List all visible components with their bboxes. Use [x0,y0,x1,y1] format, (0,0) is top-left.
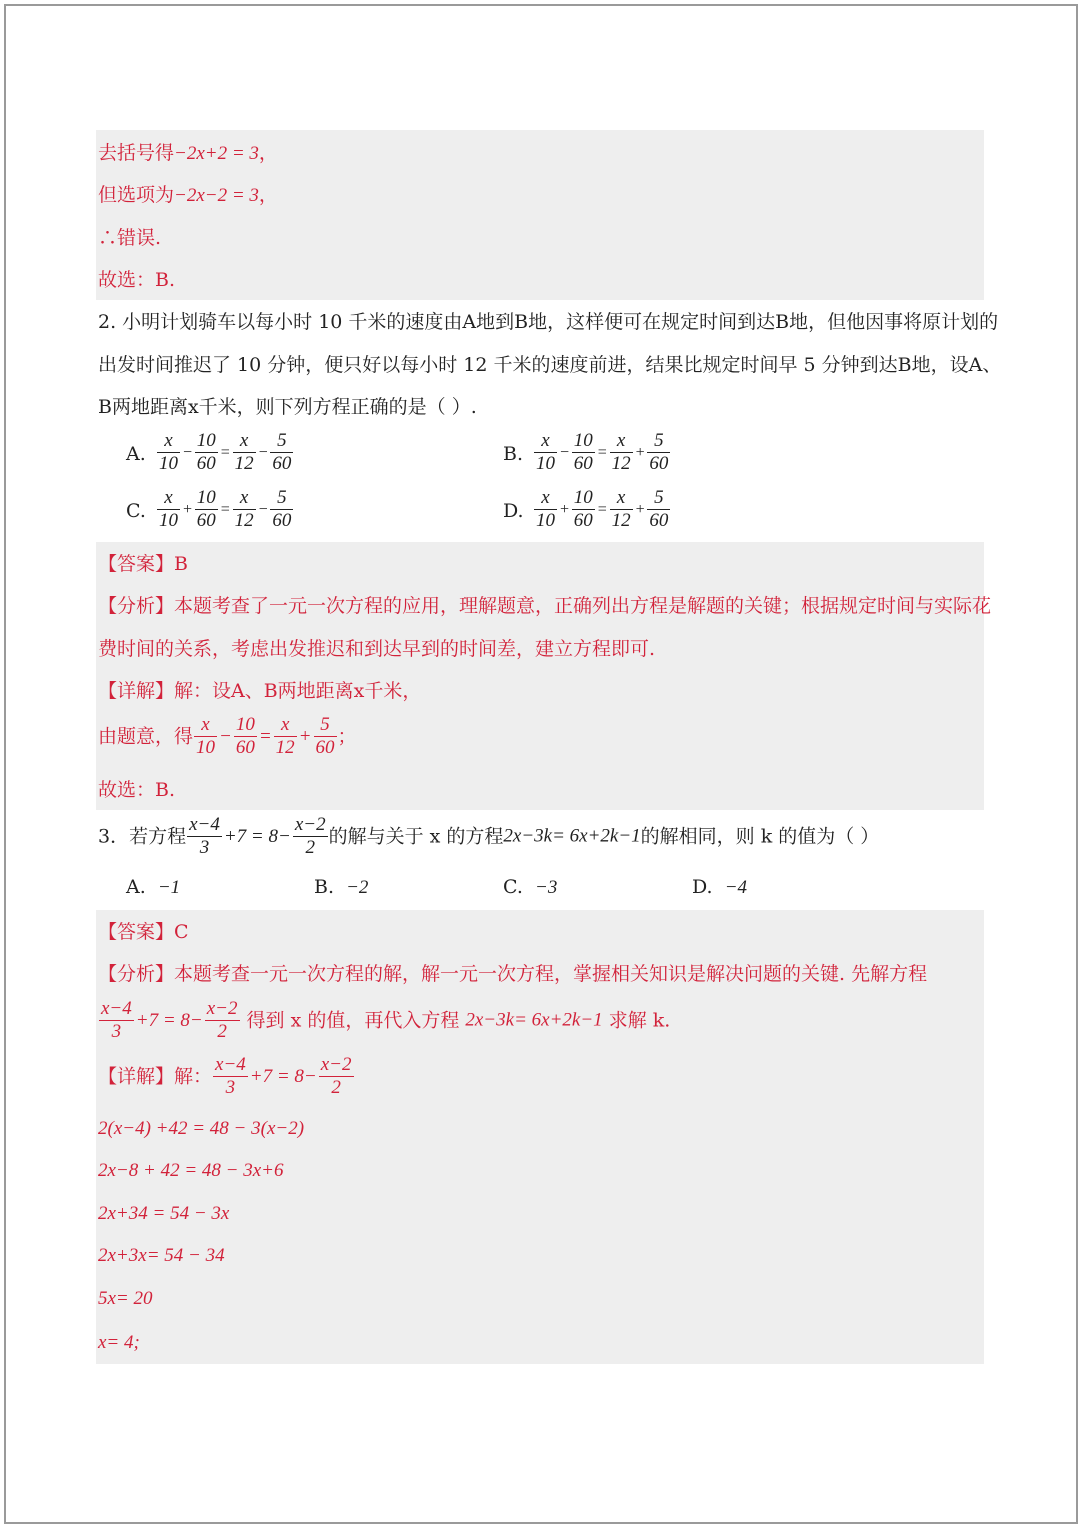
q2-option-d-equation: $\frac{x}{10}$ + $\frac{10}{60}$ = $\frac{x}{12}$ + $\frac{5}{60}$ [536,487,669,531]
q2-stem-line1: 2. 小明计划骑车以每小时 10 千米的速度由A地到B地，这样便可在规定时间到达B地，但他因事将原计划的 [98,311,999,333]
q2-analysis-line2: 费时间的关系，考虑出发推迟和到达早到的时间差，建立方程即可. [98,638,656,660]
q2-stem-line2: 出发时间推迟了 10 分钟，便只好以每小时 12 千米的速度前进，结果比规定时间早 5 分钟到达B地，设A、 [98,354,1002,376]
q2-analysis-line1: 【分析】本题考查了一元一次方程的应用，理解题意，正确列出方程是解题的关键；根据规定时间与实际花 [98,595,992,617]
q2-option-a-equation: $\frac{x}{10}$ − $\frac{10}{60}$ = $\frac{x}{12}$ − $\frac{5}{60}$ [159,430,292,474]
q2-detail-equation: 由题意，得 $\frac{x}{10}$ − $\frac{10}{60}$ = $\frac{x}{12}$ + $\frac{5}{60}$ ； [98,714,357,758]
q3-analysis-line1: 【分析】本题考查一元一次方程的解，解一元一次方程，掌握相关知识是解决问题的关键. 先解方程 [98,963,928,985]
q1-choice: 故选：B. [98,269,176,291]
q2-option-a-label: A. [126,443,146,465]
q3-step-4: 2x+3x= 54 − 34 [98,1245,225,1266]
q2-option-c-label: C. [126,500,146,522]
q3-answer: 【答案】C [98,921,189,943]
q3-step-6: x= 4; [98,1332,140,1353]
q1-conclusion: ∴错误. [98,227,162,249]
q2-option-d-label: D. [503,500,524,522]
q3-detail-equation: 【详解】解： $\frac{x-4}{3}$ +7 = 8− $\frac{x-2}{2}$ [98,1054,352,1098]
q2-option-c-equation: $\frac{x}{10}$ + $\frac{10}{60}$ = $\frac{x}{12}$ − $\frac{5}{60}$ [159,487,292,531]
q2-answer: 【答案】B [98,553,188,575]
q2-stem-line3: B两地距离x千米，则下列方程正确的是（ ）. [98,396,477,418]
q3-option-c: C. −3 [503,876,558,898]
q3-option-d: D. −4 [692,876,748,898]
q3-analysis-line2: $\frac{x-4}{3}$ +7 = 8− $\frac{x-2}{2}$ 得到 x 的值，再代入方程 2x−3k= 6x+2k−1 求解 k. [101,998,671,1042]
q3-stem: 3．若方程 $\frac{x-4}{3}$ +7 = 8− $\frac{x-2}{2}$ 的解与关于 x 的方程2x−3k= 6x+2k−1的解相同，则 k 的值为（ ） [98,814,880,858]
solution-block-q2 [96,542,984,810]
q3-step-1: 2(x−4) +42 = 48 − 3(x−2) [98,1118,305,1139]
q3-option-a: A. −1 [126,876,181,898]
q3-step-2: 2x−8 + 42 = 48 − 3x+6 [98,1160,284,1181]
q1-step-remove-brackets: 去括号得−2x+2 = 3， [98,142,278,164]
q1-step-option: 但选项为−2x−2 = 3， [98,184,278,206]
q3-option-b: B. −2 [314,876,369,898]
q3-step-3: 2x+34 = 54 − 3x [98,1203,230,1224]
q2-detail-line1: 【详解】解：设A、B两地距离x千米， [98,680,422,702]
q2-option-b-equation: $\frac{x}{10}$ − $\frac{10}{60}$ = $\frac{x}{12}$ + $\frac{5}{60}$ [536,430,669,474]
q2-choice: 故选：B. [98,779,176,801]
q3-step-5: 5x= 20 [98,1288,153,1309]
q2-option-b-label: B. [503,443,524,465]
